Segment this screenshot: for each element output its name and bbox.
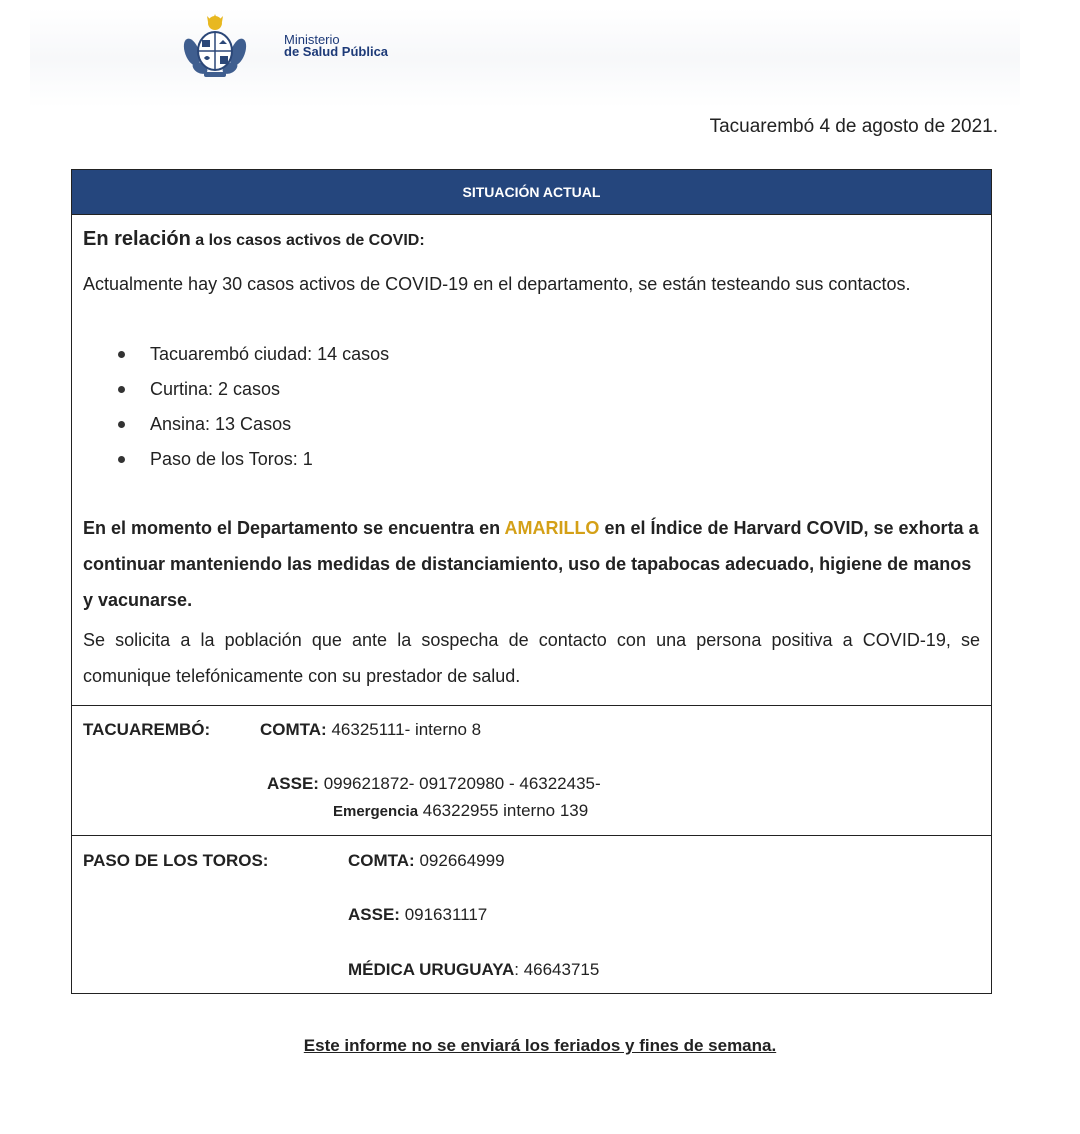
harvard-status-paragraph	[83, 510, 980, 618]
heading-rest: a los casos activos de COVID:	[190, 232, 425, 249]
intro-paragraph: Actualmente hay 30 casos activos de COVID-19 en el departamento, se están testeando sus contactos.	[83, 274, 911, 294]
divider	[72, 835, 991, 836]
divider	[72, 705, 991, 706]
comta-value: 092664999	[414, 851, 505, 870]
status-post: en el Índice de Harvard COVID, se exhorta a continuar manteniendo las medidas de distanciamiento, uso de tapabocas adecuado, higiene de manos y vacunarse.	[83, 518, 979, 610]
emergencia-value: 46322955 interno 139	[418, 801, 589, 820]
paso-label: PASO DE LOS TOROS:	[83, 851, 269, 870]
status-level: AMARILLO	[504, 518, 600, 538]
cases-list	[112, 338, 389, 478]
section-heading	[83, 228, 980, 251]
paso-medica	[348, 960, 599, 980]
medica-label: MÉDICA URUGUAYA	[348, 960, 515, 979]
list-item: Ansina: 13 Casos	[112, 408, 389, 443]
comta-label: COMTA:	[260, 720, 327, 739]
status-pre: En el momento el Departamento se encuentra en	[83, 518, 505, 538]
header-band	[30, 8, 1020, 108]
asse-value: 099621872- 091720980 - 46322435-	[318, 774, 601, 793]
report-title: SITUACIÓN ACTUAL	[72, 170, 991, 215]
ministry-logo-text	[284, 34, 388, 58]
asse-value: 091631117	[399, 905, 488, 924]
report-frame	[71, 169, 992, 994]
list-item: Tacuarembó ciudad: 14 casos	[112, 338, 389, 373]
list-item: Curtina: 2 casos	[112, 373, 389, 408]
ministry-line2: de Salud Pública	[284, 44, 389, 59]
coat-of-arms-icon	[180, 14, 250, 80]
advice-paragraph: Se solicita a la población que ante la sospecha de contacto con una persona positiva a COVID-19, se comunique telefónicamente con su prestador de salud.	[83, 630, 980, 686]
medica-value: : 46643715	[514, 960, 600, 979]
heading-emphasis: En relación	[83, 228, 191, 250]
footer-note: Este informe no se enviará los feriados y fines de semana.	[303, 1036, 777, 1055]
tacuarembo-emergencia	[333, 801, 588, 821]
tacuarembo-asse	[267, 774, 601, 794]
asse-label: ASSE:	[267, 774, 319, 793]
tacuarembo-comta	[260, 720, 481, 740]
asse-label: ASSE:	[348, 905, 400, 924]
report-date: Tacuarembó 4 de agosto de 2021.	[709, 116, 998, 137]
paso-comta	[348, 851, 505, 871]
ministry-line1: Ministerio	[284, 32, 340, 47]
comta-value: 46325111- interno 8	[326, 720, 482, 739]
comta-label: COMTA:	[348, 851, 415, 870]
tacuarembo-label: TACUAREMBÓ:	[83, 720, 211, 739]
paso-asse	[348, 905, 487, 925]
emergencia-label: Emergencia	[333, 803, 419, 820]
list-item: Paso de los Toros: 1	[112, 443, 389, 478]
